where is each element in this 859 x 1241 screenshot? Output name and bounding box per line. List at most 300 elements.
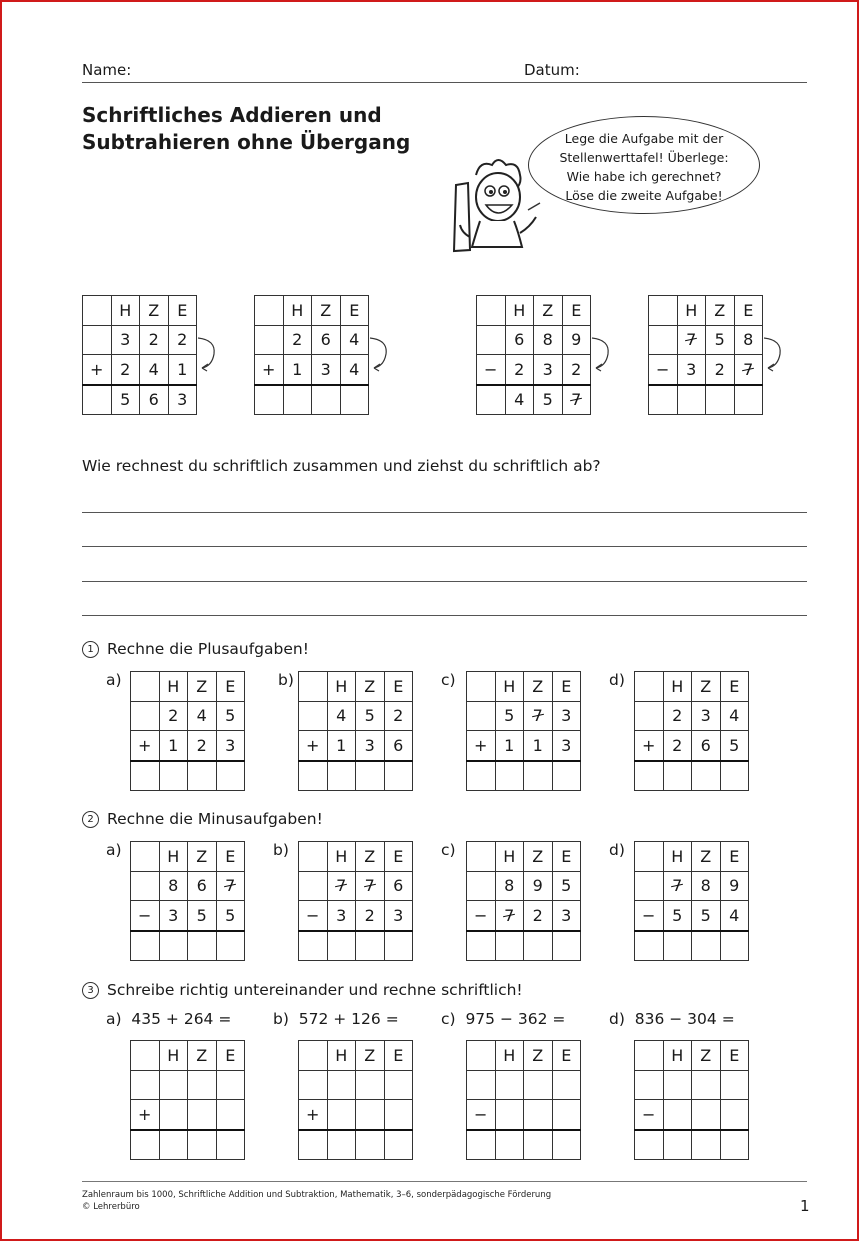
grid-cell-empty[interactable] <box>720 1070 749 1100</box>
grid-cell-empty[interactable] <box>327 1100 356 1130</box>
grid-cell: − <box>467 901 496 931</box>
grid-cell: 1 <box>327 731 356 761</box>
footer-text <box>82 1189 551 1213</box>
grid-cell: Z <box>692 672 721 702</box>
section-1-heading <box>82 640 309 658</box>
task-label: a) <box>106 671 122 689</box>
answer-line[interactable] <box>82 581 807 582</box>
grid-cell-empty[interactable] <box>663 1100 692 1130</box>
grid-cell: 3 <box>327 901 356 931</box>
answer-line[interactable] <box>82 512 807 513</box>
grid-cell: 2 <box>111 355 140 385</box>
footer-rule <box>82 1181 807 1182</box>
grid-cell: 3 <box>552 901 581 931</box>
grid-cell-empty[interactable] <box>299 701 328 731</box>
grid-cell-empty[interactable] <box>524 1130 553 1160</box>
grid-cell: 9 <box>562 325 591 355</box>
grid-cell: 6 <box>505 325 534 355</box>
grid-cell-empty[interactable] <box>299 931 328 961</box>
grid-cell: E <box>720 842 749 872</box>
grid-cell-empty[interactable] <box>720 1100 749 1130</box>
grid-cell-empty[interactable] <box>356 1100 385 1130</box>
grid-cell: 4 <box>188 701 217 731</box>
grid-cell-empty[interactable] <box>635 931 664 961</box>
grid-cell-empty[interactable] <box>692 1070 721 1100</box>
grid-cell-empty[interactable] <box>495 761 524 791</box>
text: 7 <box>532 706 543 726</box>
grid-cell-empty[interactable] <box>356 761 385 791</box>
grid-cell: + <box>299 731 328 761</box>
grid-cell: Z <box>140 296 169 326</box>
grid-row <box>467 1100 581 1130</box>
grid-cell: E <box>552 672 581 702</box>
section-number: 1 <box>82 641 99 658</box>
grid-cell-empty[interactable] <box>467 931 496 961</box>
minus-grid-b[interactable] <box>298 841 413 961</box>
grid-cell: 8 <box>734 325 763 355</box>
minus-grid-d[interactable] <box>634 841 749 961</box>
grid-cell-empty[interactable] <box>216 931 245 961</box>
grid-cell-empty[interactable] <box>216 1070 245 1100</box>
grid-cell-empty[interactable] <box>635 1041 664 1071</box>
grid-cell: 2 <box>384 701 413 731</box>
grid-row <box>467 1070 581 1100</box>
grid-row <box>467 842 581 872</box>
grid-cell-empty[interactable] <box>467 672 496 702</box>
grid-cell-empty[interactable] <box>299 1070 328 1100</box>
grid-cell-empty[interactable] <box>159 761 188 791</box>
grid-cell-empty[interactable] <box>635 701 664 731</box>
mascot-illustration <box>440 155 550 260</box>
grid-cell: 8 <box>692 871 721 901</box>
grid-cell: 8 <box>534 325 563 355</box>
grid-cell-empty[interactable] <box>495 1100 524 1130</box>
grid-cell-empty[interactable] <box>131 1130 160 1160</box>
section-3-heading <box>82 981 523 999</box>
grid-cell-empty[interactable] <box>131 931 160 961</box>
grid-cell-empty[interactable] <box>663 931 692 961</box>
grid-cell-empty[interactable] <box>524 1070 553 1100</box>
grid-cell: 2 <box>663 731 692 761</box>
grid-cell-empty[interactable] <box>692 931 721 961</box>
grid-cell: − <box>635 901 664 931</box>
grid-cell-empty[interactable] <box>83 296 112 326</box>
grid-cell-empty[interactable] <box>159 1070 188 1100</box>
grid-cell: − <box>635 1100 664 1130</box>
grid-cell: Z <box>188 842 217 872</box>
grid-cell-empty[interactable] <box>663 1070 692 1100</box>
task-label: a) <box>106 841 122 859</box>
task-expression-c <box>441 1010 565 1028</box>
grid-cell: 2 <box>159 701 188 731</box>
grid-cell-empty[interactable] <box>131 761 160 791</box>
grid-cell-empty[interactable] <box>131 1041 160 1071</box>
grid-cell: − <box>131 901 160 931</box>
grid-cell-empty[interactable] <box>706 385 735 415</box>
grid-cell-empty[interactable] <box>524 1100 553 1130</box>
grid-cell: + <box>467 731 496 761</box>
grid-cell-empty[interactable] <box>692 761 721 791</box>
grid-cell: 1 <box>283 355 312 385</box>
text: 7 <box>336 876 347 896</box>
grid-cell: H <box>505 296 534 326</box>
grid-cell-empty[interactable] <box>495 931 524 961</box>
grid-cell <box>734 355 763 385</box>
grid-cell-empty[interactable] <box>188 1070 217 1100</box>
grid-row <box>649 355 763 385</box>
grid-cell-empty[interactable] <box>552 931 581 961</box>
grid-cell: E <box>216 842 245 872</box>
grid-cell: 6 <box>312 325 341 355</box>
grid-cell-empty[interactable] <box>467 1041 496 1071</box>
grid-cell-empty[interactable] <box>467 701 496 731</box>
empty-grid-d[interactable] <box>634 1040 749 1160</box>
grid-cell-empty[interactable] <box>692 1130 721 1160</box>
grid-cell: − <box>477 355 506 385</box>
task-label: d) <box>609 841 625 859</box>
grid-row <box>635 871 749 901</box>
grid-cell-empty[interactable] <box>384 1130 413 1160</box>
grid-cell: Z <box>524 1041 553 1071</box>
grid-cell: 5 <box>552 871 581 901</box>
grid-cell-empty[interactable] <box>299 1130 328 1160</box>
grid-cell: H <box>159 1041 188 1071</box>
grid-cell-empty[interactable] <box>635 761 664 791</box>
grid-cell-empty[interactable] <box>299 761 328 791</box>
grid-cell-empty[interactable] <box>188 931 217 961</box>
grid-cell-empty[interactable] <box>312 385 341 415</box>
grid-cell-empty[interactable] <box>159 1130 188 1160</box>
grid-row <box>635 672 749 702</box>
example-grid-1 <box>82 295 197 415</box>
plus-grid-b[interactable] <box>298 671 413 791</box>
grid-row <box>83 355 197 385</box>
grid-row <box>131 871 245 901</box>
title-line-1: Schriftliches Addieren und <box>82 103 382 127</box>
text: 572 + 126 = <box>298 1010 399 1028</box>
grid-cell: − <box>649 355 678 385</box>
task-expression-b <box>273 1010 399 1028</box>
grid-cell: 4 <box>720 701 749 731</box>
grid-cell: 3 <box>159 901 188 931</box>
grid-cell: 3 <box>692 701 721 731</box>
grid-row <box>299 1100 413 1130</box>
grid-cell: 6 <box>188 871 217 901</box>
grid-row <box>83 296 197 326</box>
grid-cell-empty[interactable] <box>327 761 356 791</box>
grid-cell-empty[interactable] <box>649 325 678 355</box>
grid-cell-empty[interactable] <box>299 672 328 702</box>
speech-line: Lege die Aufgabe mit der <box>564 131 724 146</box>
grid-cell: 6 <box>692 731 721 761</box>
section-title: Schreibe richtig untereinander und rechne schriftlich! <box>107 981 523 999</box>
grid-row <box>649 325 763 355</box>
grid-cell-empty[interactable] <box>649 296 678 326</box>
speech-line: Stellenwerttafel! Überlege: <box>559 150 729 165</box>
grid-cell-empty[interactable] <box>299 1041 328 1071</box>
grid-cell-empty[interactable] <box>131 1070 160 1100</box>
section-number: 3 <box>82 982 99 999</box>
grid-cell-empty[interactable] <box>495 1070 524 1100</box>
grid-cell-empty[interactable] <box>356 1070 385 1100</box>
grid-cell-empty[interactable] <box>159 931 188 961</box>
example-grid-4 <box>648 295 763 415</box>
grid-row <box>299 761 413 791</box>
grid-cell: 1 <box>159 731 188 761</box>
grid-row <box>255 355 369 385</box>
plus-grid-c[interactable] <box>466 671 581 791</box>
grid-cell-empty[interactable] <box>552 1100 581 1130</box>
question-text: Wie rechnest du schriftlich zusammen und ziehst du schriftlich ab? <box>82 457 601 475</box>
grid-cell: 5 <box>356 701 385 731</box>
task-label: d) <box>609 671 625 689</box>
name-label: Name: <box>82 61 132 79</box>
grid-cell: 8 <box>495 871 524 901</box>
grid-cell-empty[interactable] <box>477 325 506 355</box>
grid-row <box>635 1041 749 1071</box>
grid-cell-empty[interactable] <box>255 325 284 355</box>
grid-cell-empty[interactable] <box>356 1130 385 1160</box>
grid-cell: 2 <box>663 701 692 731</box>
grid-cell-empty[interactable] <box>384 761 413 791</box>
grid-cell: 4 <box>505 385 534 415</box>
plus-grid-d[interactable] <box>634 671 749 791</box>
empty-grid-a[interactable] <box>130 1040 245 1160</box>
text: 7 <box>364 876 375 896</box>
grid-row <box>635 931 749 961</box>
grid-cell: 1 <box>495 731 524 761</box>
grid-cell-empty[interactable] <box>467 1070 496 1100</box>
example-grid-2 <box>254 295 369 415</box>
grid-cell: 3 <box>677 355 706 385</box>
grid-cell: 9 <box>524 871 553 901</box>
grid-cell-empty[interactable] <box>495 1130 524 1160</box>
text: b) <box>273 1010 289 1028</box>
grid-cell: 3 <box>312 355 341 385</box>
grid-cell: 5 <box>663 901 692 931</box>
grid-row <box>477 355 591 385</box>
grid-cell-empty[interactable] <box>384 931 413 961</box>
grid-row <box>635 701 749 731</box>
section-number: 2 <box>82 811 99 828</box>
grid-cell-empty[interactable] <box>216 1100 245 1130</box>
task-label: c) <box>441 671 456 689</box>
grid-cell-empty[interactable] <box>467 842 496 872</box>
grid-cell-empty[interactable] <box>635 842 664 872</box>
grid-cell-empty[interactable] <box>131 701 160 731</box>
grid-cell: H <box>327 842 356 872</box>
grid-cell: E <box>384 1041 413 1071</box>
empty-grid-b[interactable] <box>298 1040 413 1160</box>
grid-cell-empty[interactable] <box>299 871 328 901</box>
grid-cell-empty[interactable] <box>524 931 553 961</box>
plus-grid-a[interactable] <box>130 671 245 791</box>
grid-cell-empty[interactable] <box>216 1130 245 1160</box>
grid-cell-empty[interactable] <box>677 385 706 415</box>
grid-cell-empty[interactable] <box>131 672 160 702</box>
task-label: b) <box>278 671 294 689</box>
grid-cell: 3 <box>534 355 563 385</box>
grid-cell: E <box>720 1041 749 1071</box>
grid-cell-empty[interactable] <box>188 1130 217 1160</box>
grid-cell: 5 <box>111 385 140 415</box>
grid-cell: Z <box>356 1041 385 1071</box>
grid-cell: Z <box>706 296 735 326</box>
speech-bubble <box>528 116 760 214</box>
grid-cell-empty[interactable] <box>635 871 664 901</box>
grid-cell: + <box>131 731 160 761</box>
text: c) <box>441 1010 456 1028</box>
grid-cell: 2 <box>283 325 312 355</box>
grid-cell-empty[interactable] <box>131 842 160 872</box>
speech-line: Löse die zweite Aufgabe! <box>565 188 723 203</box>
minus-grid-a[interactable] <box>130 841 245 961</box>
grid-cell: E <box>168 296 197 326</box>
grid-cell-empty[interactable] <box>384 1070 413 1100</box>
grid-row <box>635 901 749 931</box>
page-number: 1 <box>800 1197 810 1215</box>
grid-cell-empty[interactable] <box>283 385 312 415</box>
grid-row <box>467 761 581 791</box>
grid-cell: 4 <box>140 355 169 385</box>
grid-cell-empty[interactable] <box>720 761 749 791</box>
grid-row <box>635 761 749 791</box>
grid-row <box>467 1041 581 1071</box>
grid-cell-empty[interactable] <box>327 1070 356 1100</box>
grid-cell: Z <box>312 296 341 326</box>
grid-row <box>255 296 369 326</box>
grid-cell-empty[interactable] <box>635 672 664 702</box>
grid-cell: 1 <box>168 355 197 385</box>
grid-cell: Z <box>524 672 553 702</box>
grid-cell-empty[interactable] <box>131 871 160 901</box>
task-label: c) <box>441 841 456 859</box>
grid-row <box>635 1100 749 1130</box>
grid-cell: Z <box>534 296 563 326</box>
grid-row <box>467 672 581 702</box>
grid-cell-empty[interactable] <box>216 761 245 791</box>
text: 836 − 304 = <box>634 1010 735 1028</box>
grid-cell-empty[interactable] <box>663 761 692 791</box>
grid-cell-empty[interactable] <box>552 1070 581 1100</box>
grid-cell: + <box>83 355 112 385</box>
empty-grid-c[interactable] <box>466 1040 581 1160</box>
grid-cell: E <box>562 296 591 326</box>
grid-cell-empty[interactable] <box>734 385 763 415</box>
grid-cell: H <box>159 842 188 872</box>
grid-cell-empty[interactable] <box>340 385 369 415</box>
date-label: Datum: <box>524 61 580 79</box>
grid-cell: 5 <box>216 701 245 731</box>
page-title <box>82 102 410 156</box>
grid-row <box>467 731 581 761</box>
grid-cell-empty[interactable] <box>720 931 749 961</box>
minus-grid-c[interactable] <box>466 841 581 961</box>
grid-cell-empty[interactable] <box>159 1100 188 1130</box>
grid-cell-empty[interactable] <box>467 1130 496 1160</box>
grid-row <box>635 1130 749 1160</box>
grid-cell: + <box>255 355 284 385</box>
grid-row <box>299 842 413 872</box>
section-title: Rechne die Plusaufgaben! <box>107 640 309 658</box>
title-line-2: Subtrahieren ohne Übergang <box>82 130 411 154</box>
grid-cell-empty[interactable] <box>467 871 496 901</box>
grid-cell-empty[interactable] <box>649 385 678 415</box>
grid-cell-empty[interactable] <box>188 761 217 791</box>
grid-cell-empty[interactable] <box>255 296 284 326</box>
grid-row <box>83 325 197 355</box>
grid-cell-empty[interactable] <box>552 1130 581 1160</box>
grid-cell-empty[interactable] <box>663 1130 692 1160</box>
grid-cell <box>216 871 245 901</box>
grid-cell: H <box>283 296 312 326</box>
grid-cell-empty[interactable] <box>356 931 385 961</box>
grid-cell-empty[interactable] <box>83 385 112 415</box>
grid-cell-empty[interactable] <box>255 385 284 415</box>
grid-cell-empty[interactable] <box>635 1130 664 1160</box>
answer-line[interactable] <box>82 615 807 616</box>
grid-cell-empty[interactable] <box>477 296 506 326</box>
grid-cell: 5 <box>720 731 749 761</box>
grid-cell: H <box>111 296 140 326</box>
grid-row <box>635 1070 749 1100</box>
grid-cell-empty[interactable] <box>327 1130 356 1160</box>
grid-cell-empty[interactable] <box>384 1100 413 1130</box>
grid-row <box>299 672 413 702</box>
grid-cell: H <box>495 1041 524 1071</box>
grid-row <box>649 385 763 415</box>
text: 7 <box>686 330 697 350</box>
grid-cell: 5 <box>216 901 245 931</box>
text: 975 − 362 = <box>465 1010 566 1028</box>
grid-cell: E <box>552 1041 581 1071</box>
grid-cell-empty[interactable] <box>299 842 328 872</box>
grid-cell <box>562 385 591 415</box>
grid-cell: E <box>340 296 369 326</box>
answer-line[interactable] <box>82 546 807 547</box>
grid-cell: 2 <box>188 731 217 761</box>
grid-cell-empty[interactable] <box>327 931 356 961</box>
grid-cell-empty[interactable] <box>477 385 506 415</box>
grid-cell: Z <box>188 1041 217 1071</box>
grid-cell-empty[interactable] <box>188 1100 217 1130</box>
grid-cell-empty[interactable] <box>83 325 112 355</box>
grid-cell-empty[interactable] <box>635 1070 664 1100</box>
grid-cell-empty[interactable] <box>524 761 553 791</box>
grid-row <box>299 1130 413 1160</box>
task-label: b) <box>273 841 289 859</box>
grid-cell: 6 <box>384 871 413 901</box>
grid-cell: 2 <box>505 355 534 385</box>
grid-cell: 6 <box>384 731 413 761</box>
text: 7 <box>571 390 582 410</box>
grid-cell: H <box>663 1041 692 1071</box>
grid-row <box>83 385 197 415</box>
grid-cell-empty[interactable] <box>552 761 581 791</box>
grid-row <box>299 901 413 931</box>
grid-cell-empty[interactable] <box>467 761 496 791</box>
grid-cell: Z <box>188 672 217 702</box>
grid-cell: 1 <box>524 731 553 761</box>
header-rule <box>82 82 807 83</box>
grid-cell-empty[interactable] <box>692 1100 721 1130</box>
grid-cell: H <box>327 672 356 702</box>
grid-cell: 3 <box>216 731 245 761</box>
grid-cell-empty[interactable] <box>720 1130 749 1160</box>
grid-row <box>477 325 591 355</box>
grid-cell: E <box>384 672 413 702</box>
grid-cell: H <box>159 672 188 702</box>
